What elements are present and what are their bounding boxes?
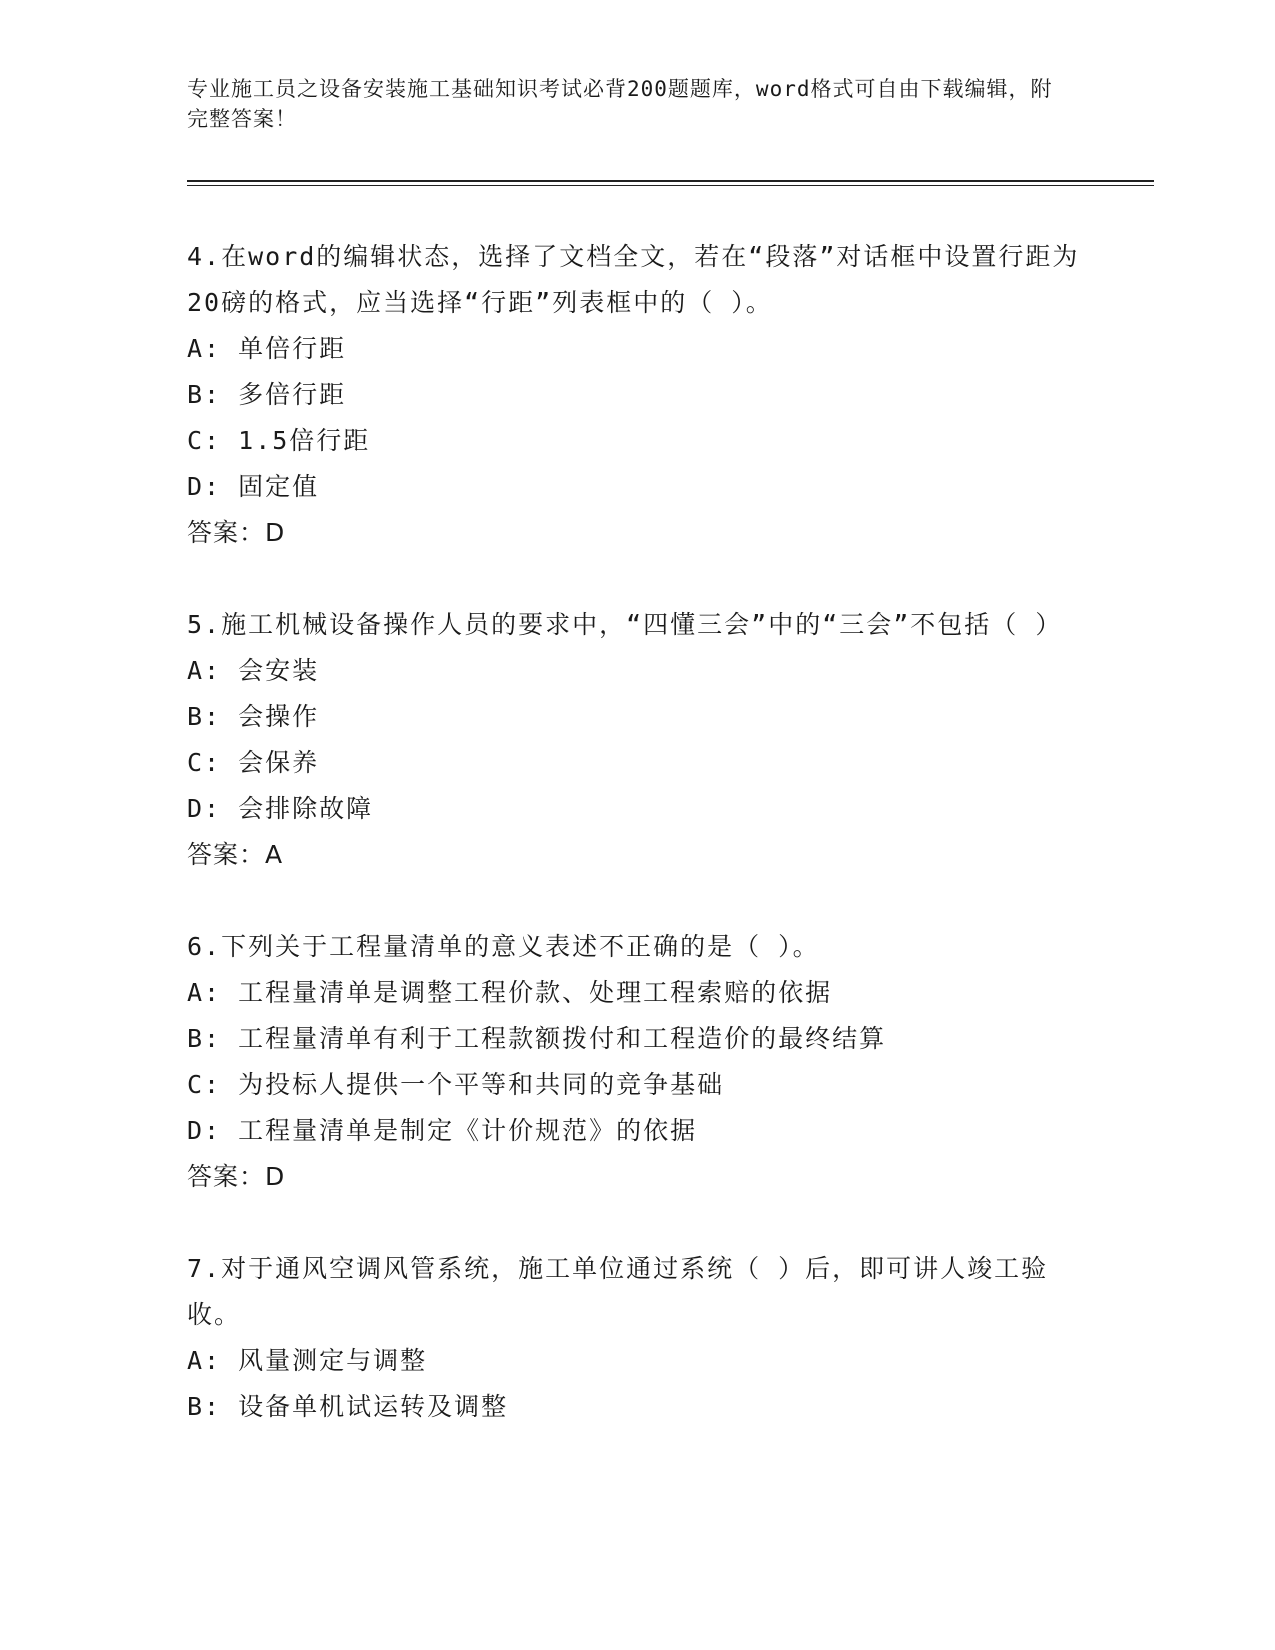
header-divider-thick [187,180,1154,182]
option-c: C: 会保养 [187,748,320,777]
question-4 [187,234,1087,556]
question-stem: 6.下列关于工程量清单的意义表述不正确的是（ ）。 [187,932,820,961]
question-5 [187,602,1087,878]
question-6 [187,924,1087,1200]
answer-line: 答案：D [187,1162,286,1191]
option-c: C: 为投标人提供一个平等和共同的竞争基础 [187,1070,725,1099]
option-c: C: 1.5倍行距 [187,426,371,455]
answer-line: 答案：A [187,840,284,869]
option-b: B: 多倍行距 [187,380,347,409]
option-b: B: 会操作 [187,702,320,731]
question-stem: 7.对于通风空调风管系统，施工单位通过系统（ ）后，即可讲人竣工验收。 [187,1254,1049,1329]
answer-line: 答案：D [187,518,286,547]
question-list [187,234,1087,1476]
question-stem: 4.在word的编辑状态，选择了文档全文，若在“段落”对话框中设置行距为20磅的格式，应当选择“行距”列表框中的（ ）。 [187,242,1080,317]
option-b: B: 设备单机试运转及调整 [187,1392,509,1421]
header-divider-thin [187,185,1154,186]
option-d: D: 固定值 [187,472,320,501]
option-d: D: 会排除故障 [187,794,374,823]
question-stem: 5.施工机械设备操作人员的要求中，“四懂三会”中的“三会”不包括（ ） [187,610,1063,639]
option-a: A: 工程量清单是调整工程价款、处理工程索赔的依据 [187,978,833,1007]
option-a: A: 风量测定与调整 [187,1346,428,1375]
question-7 [187,1246,1087,1430]
option-d: D: 工程量清单是制定《计价规范》的依据 [187,1116,698,1145]
option-b: B: 工程量清单有利于工程款额拨付和工程造价的最终结算 [187,1024,887,1053]
document-header: 专业施工员之设备安装施工基础知识考试必背200题题库，word格式可自由下载编辑，附完整答案！ [187,77,1053,131]
option-a: A: 单倍行距 [187,334,347,363]
option-a: A: 会安装 [187,656,320,685]
